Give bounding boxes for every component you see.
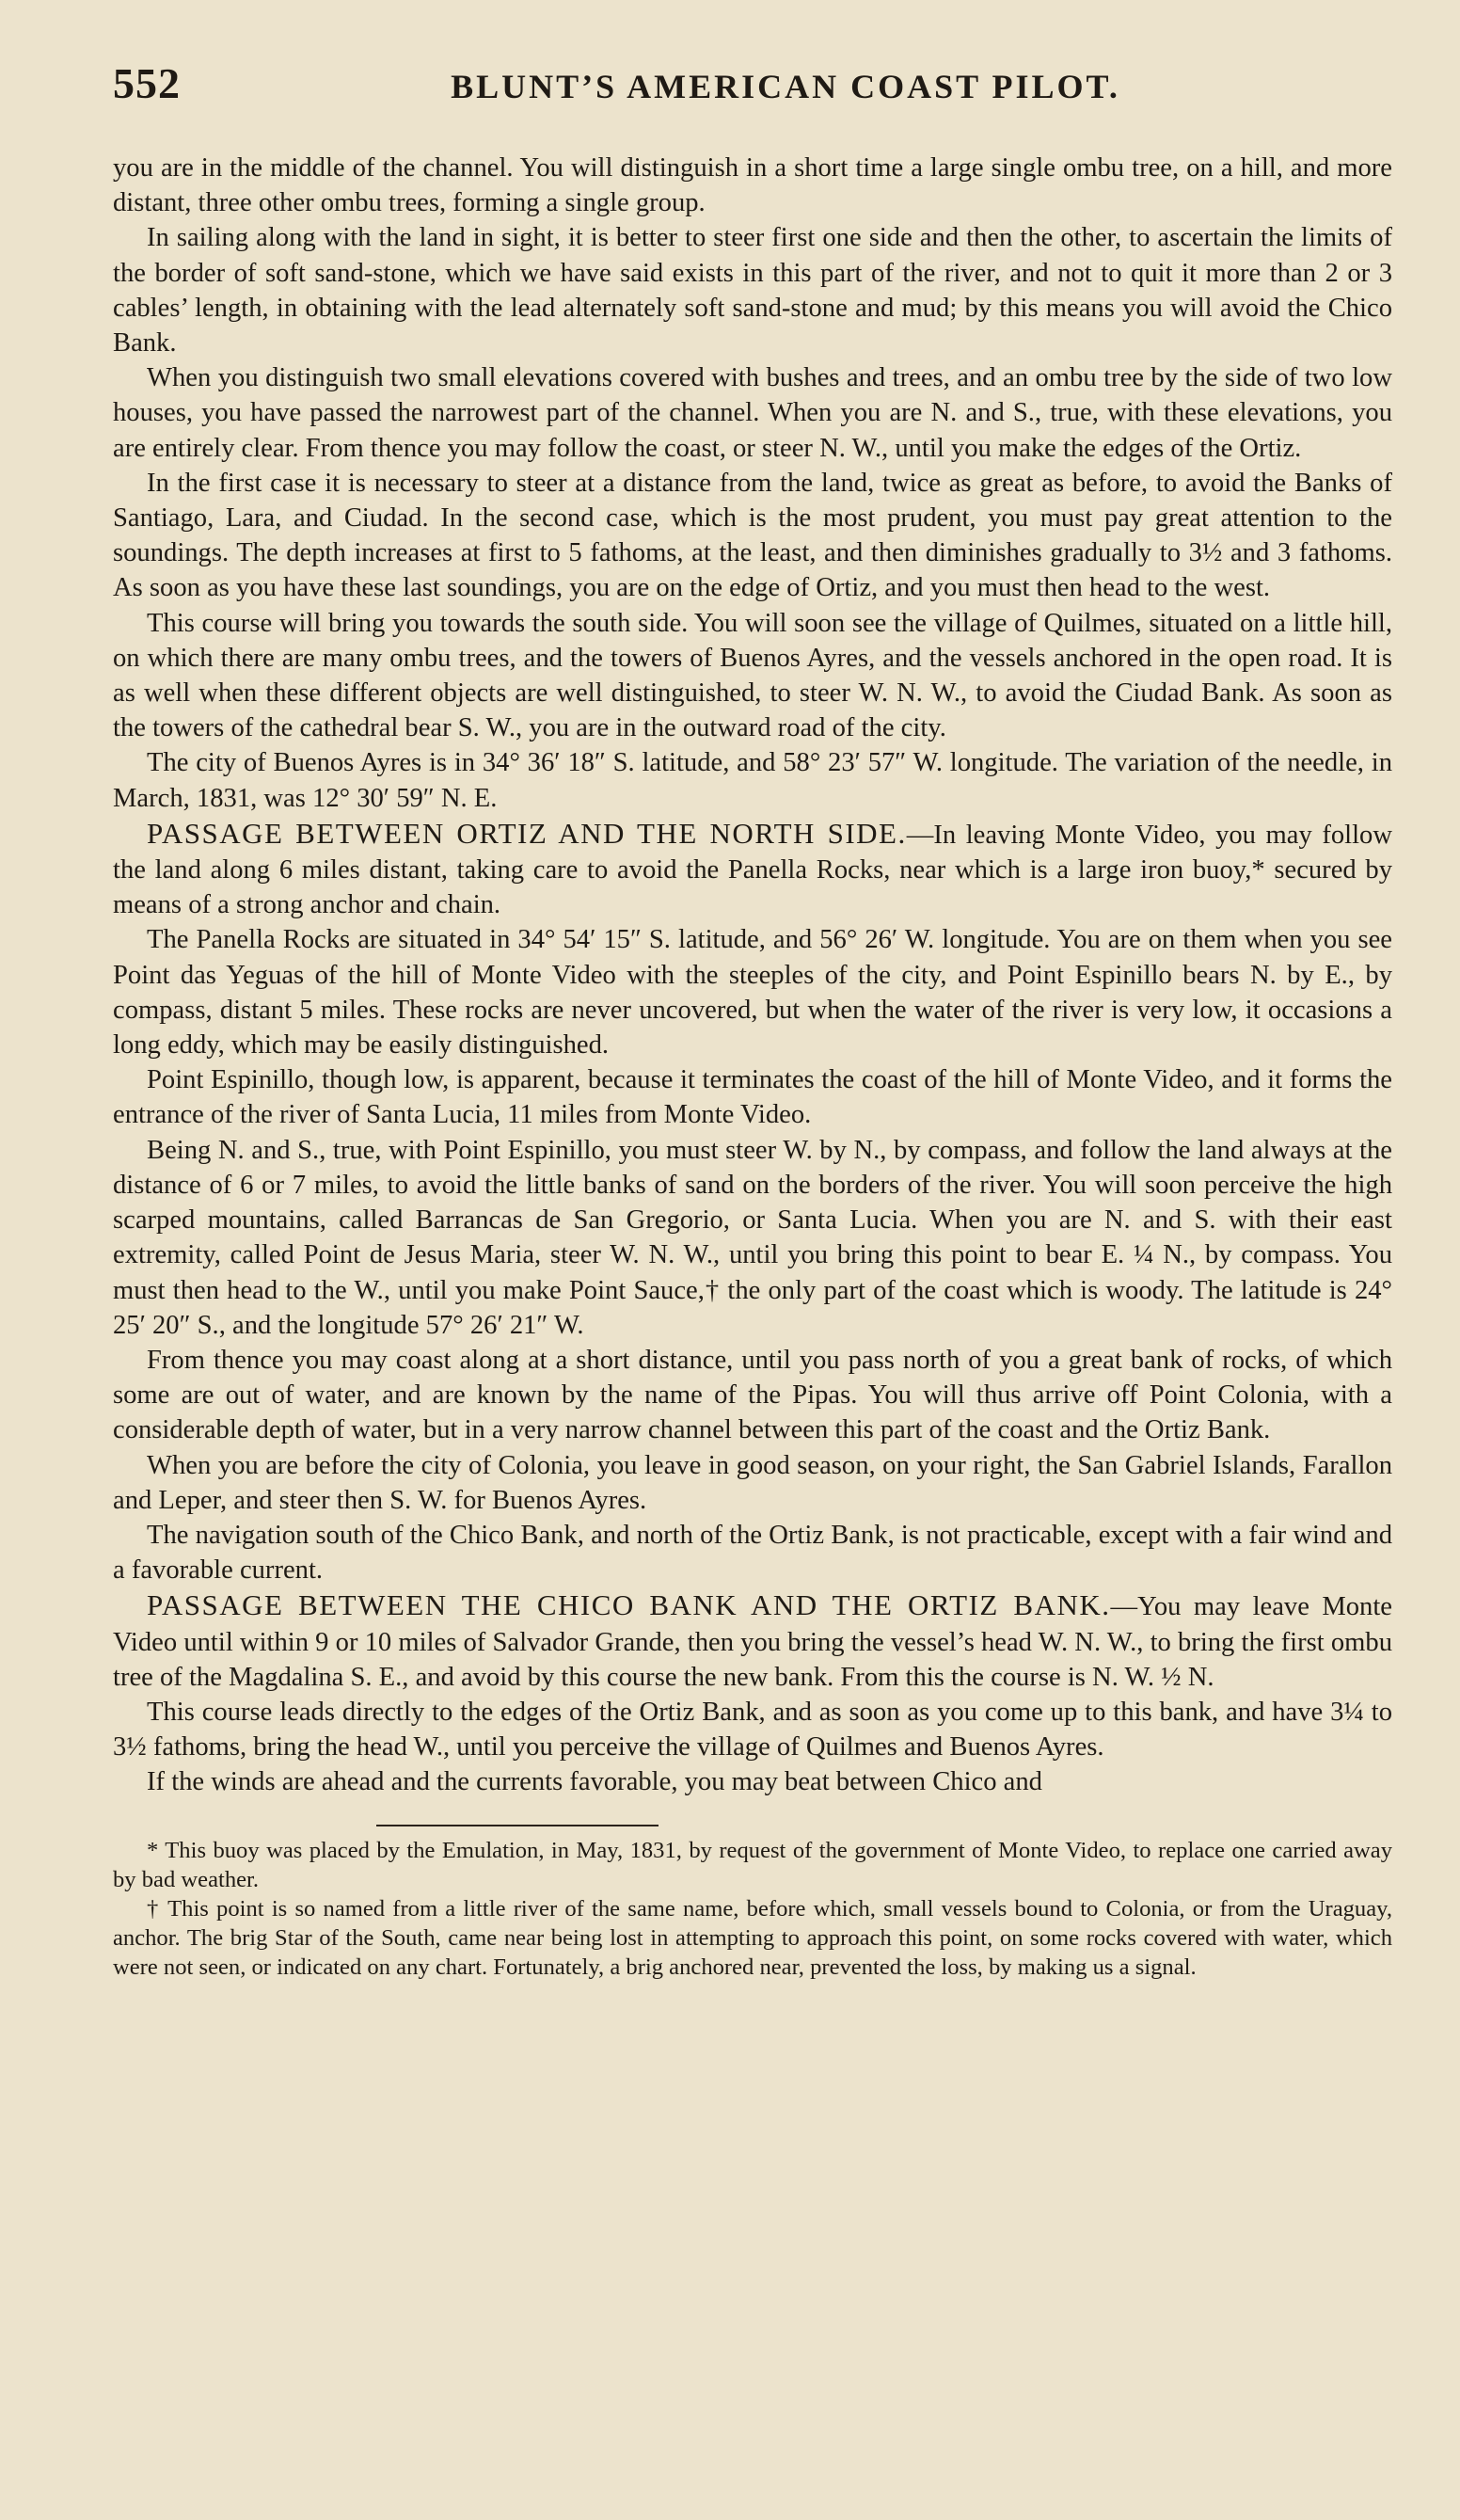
paragraph: The navigation south of the Chico Bank, and north of the Ortiz Bank, is not practicable, except with a fair wind and a favorable current. xyxy=(113,1520,1392,1586)
section-paragraph xyxy=(113,816,1392,923)
section-lead: —In leaving Monte Video, you may follow the land along 6 miles distant, taking care to avoid the Panella Rocks, near which is a large iron buoy,* secured by means of a strong anchor and chain. xyxy=(113,820,1392,920)
footnote-rule xyxy=(376,1825,659,1826)
running-head xyxy=(113,58,1392,134)
paragraph: When you are before the city of Colonia, you leave in good season, on your right, the San Gabriel Islands, Farallon and Leper, and steer then S. W. for Buenos Ayres. xyxy=(113,1450,1392,1515)
paragraph: When you distinguish two small elevations covered with bushes and trees, and an ombu tree by the side of two low houses, you have passed the narrowest part of the channel. When you are N. and S., true, with these elevations, you are entirely clear. From thence you may follow the coast, or steer N. W., until you make the edges of the Ortiz. xyxy=(113,363,1392,463)
paragraph: Point Espinillo, though low, is apparent, because it terminates the coast of the hill of Monte Video, and it forms the entrance of the river of Santa Lucia, 11 miles from Monte Video. xyxy=(113,1065,1392,1130)
paragraph: In sailing along with the land in sight, it is better to steer first one side and then the other, to ascertain the limits of the border of soft sand-stone, which we have said exists in this part of the river, and not to quit it more than 2 or 3 cables’ length, in obtaining with the lead alternately soft sand-stone and mud; by this means you will avoid the Chico Bank. xyxy=(113,223,1392,359)
paragraph: This course leads directly to the edges of the Ortiz Bank, and as soon as you come up to this bank, and have 3¼ to 3½ fathoms, bring the head W., until you perceive the village of Quilmes and Buenos Ayres. xyxy=(113,1697,1392,1762)
paragraph: In the first case it is necessary to steer at a distance from the land, twice as great as before, to avoid the Banks of Santiago, Lara, and Ciudad. In the second case, which is the most prudent, you must pay great attention to the soundings. The depth increases at first to 5 fathoms, at the least, and then diminishes gradually to 3½ and 3 fathoms. As soon as you have these last soundings, you are on the edge of Ortiz, and you must then head to the west. xyxy=(113,468,1392,603)
section-heading: PASSAGE BETWEEN ORTIZ AND THE NORTH SIDE. xyxy=(147,816,907,850)
footnote: * This buoy was placed by the Emulation, in May, 1831, by request of the government of Monte Video, to replace one carried away by bad weather. xyxy=(113,1837,1392,1892)
running-title: BLUNT’S AMERICAN COAST PILOT. xyxy=(451,68,1120,105)
paragraph: you are in the middle of the channel. You will distinguish in a short time a large single ombu tree, on a hill, and more distant, three other ombu trees, forming a single group. xyxy=(113,153,1392,218)
footnotes xyxy=(113,1836,1392,1983)
paragraph: If the winds are ahead and the currents favorable, you may beat between Chico and xyxy=(147,1767,1042,1797)
section-lead: —You may leave Monte Video until within 9 or 10 miles of Salvador Grande, then you bring the vessel’s head W. N. W., to bring the first ombu tree of the Magdalina S. E., and avoid by this course the new bank. From this the course is N. W. ½ N. xyxy=(113,1592,1392,1692)
section-paragraph xyxy=(113,1587,1392,1695)
page-number: 552 xyxy=(113,59,181,107)
paragraph: This course will bring you towards the south side. You will soon see the village of Quilmes, situated on a little hill, on which there are many ombu trees, and the towers of Buenos Ayres, and the vessels anchored in the open road. It is as well when these different objects are well distinguished, to steer W. N. W., to avoid the Ciudad Bank. As soon as the towers of the cathedral bear S. W., you are in the outward road of the city. xyxy=(113,608,1392,743)
body-text xyxy=(113,151,1392,1800)
section-heading: PASSAGE BETWEEN THE CHICO BANK AND THE ORTIZ BANK. xyxy=(147,1588,1111,1622)
paragraph: Being N. and S., true, with Point Espinillo, you must steer W. by N., by compass, and follow the land always at the distance of 6 or 7 miles, to avoid the little banks of sand on the borders of the river. You will soon perceive the high scarped mountains, called Barrancas de San Gregorio, or Santa Lucia. When you are N. and S. with their east extremity, called Point de Jesus Maria, steer W. N. W., until you bring this point to bear E. ¼ N., by compass. You must then head to the W., until you make Point Sauce,† the only part of the coast which is woody. The latitude is 24° 25′ 20″ S., and the longitude 57° 26′ 21″ W. xyxy=(113,1135,1392,1340)
book-page xyxy=(113,58,1392,2467)
paragraph: The Panella Rocks are situated in 34° 54′ 15″ S. latitude, and 56° 26′ W. longitude. You are on them when you see Point das Yeguas of the hill of Monte Video with the steeples of the city, and Point Espinillo bears N. by E., by compass, distant 5 miles. These rocks are never uncovered, but when the water of the river is very low, it occasions a long eddy, which may be easily distinguished. xyxy=(113,925,1392,1061)
footnote: † This point is so named from a little river of the same name, before which, small vessels bound to Colonia, or from the Uraguay, anchor. The brig Star of the South, came near being lost in attempting to approach this point, on some rocks covered with water, which were not seen, or indicated on any chart. Fortunately, a brig anchored near, prevented the loss, by making us a signal. xyxy=(113,1895,1392,1981)
paragraph: The city of Buenos Ayres is in 34° 36′ 18″ S. latitude, and 58° 23′ 57″ W. longitude. The variation of the needle, in March, 1831, was 12° 30′ 59″ N. E. xyxy=(113,748,1392,813)
paragraph: From thence you may coast along at a short distance, until you pass north of you a great bank of rocks, of which some are out of water, and are known by the name of the Pipas. You will thus arrive off Point Colonia, with a considerable depth of water, but in a very narrow channel between this part of the coast and the Ortiz Bank. xyxy=(113,1345,1392,1445)
